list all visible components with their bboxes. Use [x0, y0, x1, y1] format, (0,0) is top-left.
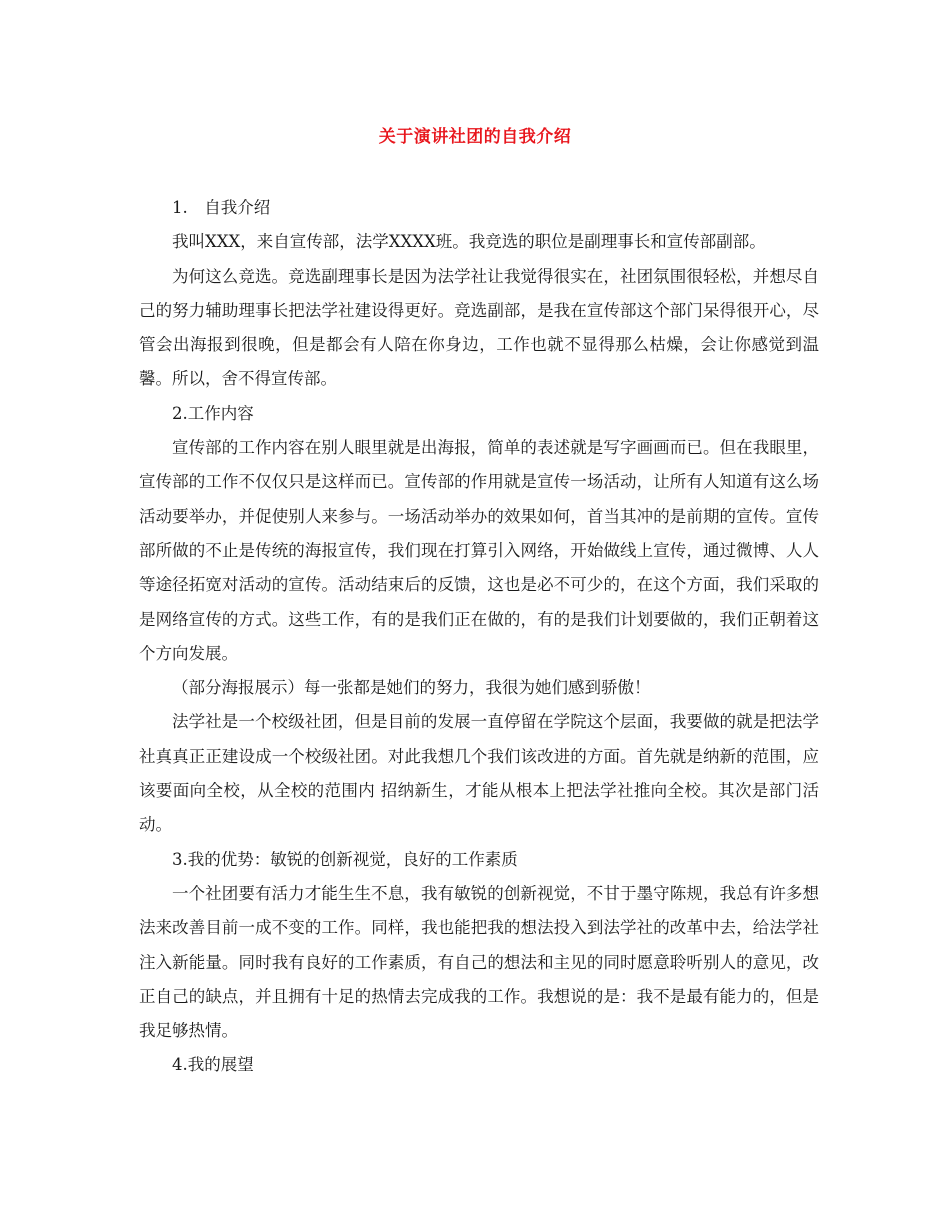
- section-heading-self-intro: 1. 自我介绍: [172, 198, 271, 217]
- paragraph: 法学社是一个校级社团，但是目前的发展一直停留在学院这个层面，我要做的就是把法学社真真正正建设成一个校级社团。对此我想几个我们该改进的方面。首先就是纳新的范围，应该要面向全校，从全校的范围内 招纳新生，才能从根本上把法学社推向全校。其次是部门活动。: [139, 712, 819, 835]
- paragraph: （部分海报展示）每一张都是她们的努力，我很为她们感到骄傲！: [172, 678, 651, 698]
- document-title: 关于演讲社团的自我介绍: [378, 127, 572, 147]
- paragraph: 一个社团要有活力才能生生不息，我有敏锐的创新视觉，不甘于墨守陈规，我总有许多想法来改善目前一成不变的工作。同样，我也能把我的想法投入到法学社的改革中去，给法学社注入新能量。同时我有良好的工作素质，有自己的想法和主见的同时愿意聆听别人的意见，改正自己的缺点，并且拥有十足的热情去完成我的工作。我想说的是：我不是最有能力的，但是我足够热情。: [139, 883, 819, 1041]
- section-heading-advantages: 3.我的优势：敏锐的创新视觉，良好的工作素质: [172, 849, 518, 869]
- document-body: [139, 191, 819, 1083]
- paragraph: 为何这么竞选。竞选副理事长是因为法学社让我觉得很实在，社团氛围很轻松，并想尽自己的努力辅助理事长把法学社建设得更好。竞选副部，是我在宣传部这个部门呆得很开心，尽管会出海报到很晚，但是都会有人陪在你身边，工作也就不显得那么枯燥，会让你感觉到温馨。所以，舍不得宣传部。: [139, 266, 819, 389]
- paragraph: 宣传部的工作内容在别人眼里就是出海报，简单的表述就是写字画画而已。但在我眼里，宣传部的工作不仅仅只是这样而已。宣传部的作用就是宣传一场活动，让所有人知道有这么场活动要举办，并促使别人来参与。一场活动举办的效果如何，首当其冲的是前期的宣传。宣传部所做的不止是传统的海报宣传，我们现在打算引入网络，开始做线上宣传，通过微博、人人等途径拓宽对活动的宣传。活动结束后的反馈，这也是必不可少的，在这个方面，我们采取的是网络宣传的方式。这些工作，有的是我们正在做的，有的是我们计划要做的，我们正朝着这个方向发展。: [139, 438, 819, 663]
- section-heading-work-content: 2.工作内容: [172, 403, 254, 423]
- section-heading-outlook: 4.我的展望: [172, 1055, 254, 1075]
- paragraph: 我叫XXX，来自宣传部，法学XXXX班。我竞选的职位是副理事长和宣传部副部。: [172, 232, 766, 252]
